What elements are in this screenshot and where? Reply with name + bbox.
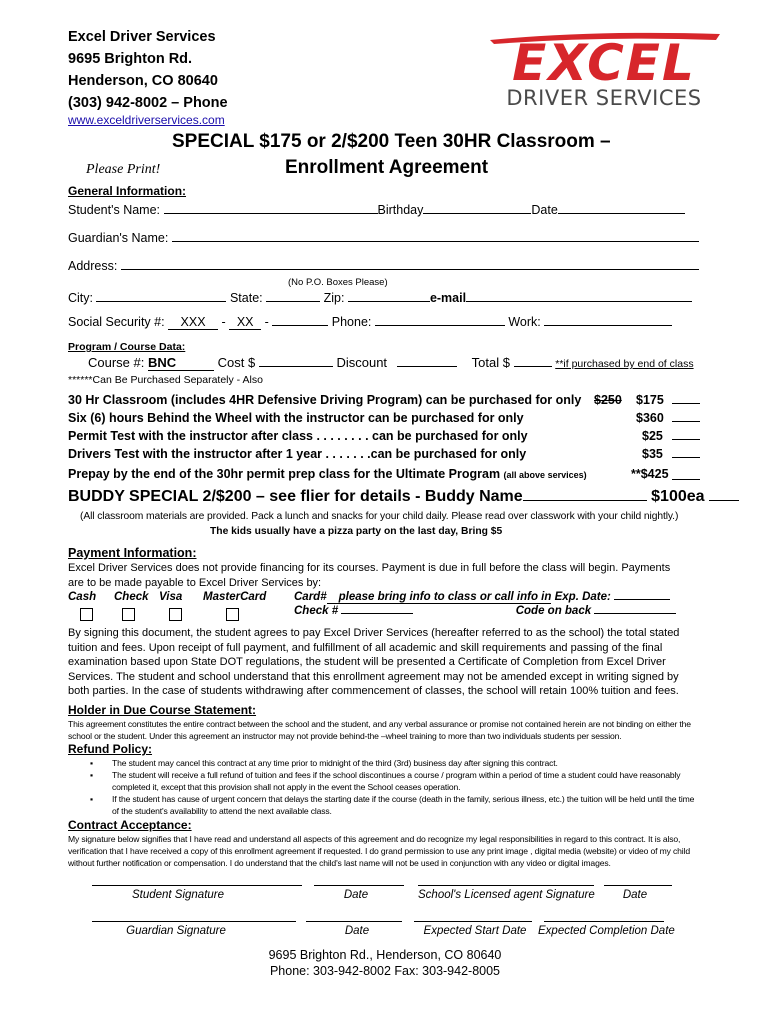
method-visa-label: Visa (159, 591, 183, 603)
course-field[interactable]: BNC (148, 355, 214, 371)
logo-main-text: EXCEL (512, 34, 696, 92)
birthday-field[interactable] (423, 213, 531, 214)
refund-item: ▪ If the student has cause of urgent concern that delays the starting date if the course (death in the family, serious illness, etc.) the tuition will be held until the time of the student's availability to attend the next available class. (90, 794, 695, 816)
email-label: e-mail (429, 291, 467, 305)
services-list (68, 391, 702, 463)
payment-agreement-text: By signing this document, the student agrees to pay Excel Driver Services (hereafter referred to as the school) the total stated tuition and fees. Upon receipt of full payment, and fulfillment of all academic and skill requirements and passing of the final examination based upon State DOT regulations, the student will be presented a Certificate of Completion from Excel Driver Services. The student and school understand that this enrollment agreement may not be amended except in writing signed by both parties. In the case of students withdrawing after commencement of classes, the school will retain 100% tuition and fees. (68, 627, 680, 697)
zip-label: Zip: (323, 291, 345, 305)
logo-sub-text: DRIVER SERVICES (506, 86, 702, 110)
signature-line-completion[interactable] (544, 921, 664, 922)
code-on-back-label: Code on back (515, 605, 592, 617)
address-field[interactable] (121, 269, 699, 270)
no-po-box-note: (No P.O. Boxes Please) (288, 277, 388, 288)
service-price: $35 (642, 447, 663, 461)
refund-item: ▪ The student will receive a full refund of tuition and fees if the school discontinues a course / program within a period of time a student could have reasonably completed it, except that this provision shall not apply in the event the School ceases operation. (90, 770, 681, 792)
old-price: $250 (594, 393, 622, 407)
company-name: Excel Driver Services (68, 29, 216, 45)
discount-label: Discount (336, 355, 388, 370)
city-label: City: (68, 291, 93, 305)
city-state-zip-row (68, 291, 692, 305)
signature-line-student[interactable] (92, 885, 302, 886)
date-label-3: Date (344, 925, 370, 937)
course-label: Course #: (88, 355, 145, 370)
company-street: 9695 Brighton Rd. (68, 51, 193, 67)
buddy-check-field[interactable] (709, 500, 739, 501)
company-logo (484, 28, 724, 112)
service-price: $25 (642, 429, 663, 443)
prepay-price: **$425 (631, 467, 669, 481)
student-name-row (68, 203, 685, 217)
prepay-row (68, 467, 702, 481)
contract-text: My signature below signifies that I have read and understand all aspects of this agreement and do recognize my legal responsibilities in regard to this contract. It is also, verification that I have received a copy of this enrollment agreement if requested. I do grand permission to use any print image , digital media (website) or video of my child without further notification or compensation. I do understand that the child's last name will not be used in conjunction with any video or digital images. (68, 834, 690, 868)
phone-label: Phone: (331, 315, 372, 329)
service-item (68, 409, 702, 427)
phone-field[interactable] (375, 325, 505, 326)
refund-heading: Refund Policy: (68, 742, 153, 756)
agent-signature-label: School's Licensed agent Signature (418, 889, 595, 901)
cash-checkbox[interactable] (80, 608, 93, 621)
purchase-note: **if purchased by end of class (555, 358, 694, 370)
discount-field[interactable] (397, 366, 457, 367)
zip-field[interactable] (348, 301, 430, 302)
check-row (294, 605, 676, 617)
student-name-field[interactable] (164, 213, 378, 214)
expected-completion-label: Expected Completion Date (538, 925, 675, 937)
service-check-field[interactable] (672, 457, 700, 458)
work-field[interactable] (544, 325, 672, 326)
separately-note: ******Can Be Purchased Separately - Also (68, 374, 263, 386)
student-signature-label: Student Signature (131, 889, 225, 901)
holder-text: This agreement constitutes the entire contract between the school and the student, and any verbal assurance or promise not contained herein are not binding on either the school or the student. Under this agreement an instructor may not provide behind-the –wheel training to more than two individuals students per session. (68, 719, 691, 741)
mastercard-checkbox[interactable] (226, 608, 239, 621)
ssn-field-2[interactable]: XX (229, 315, 261, 330)
buddy-price: $100ea (651, 488, 705, 505)
form-title-line1: SPECIAL $175 or 2/$200 Teen 30HR Classroom – (172, 131, 611, 152)
service-check-field[interactable] (672, 403, 700, 404)
pizza-note: The kids usually have a pizza party on the last day, Bring $5 (210, 526, 503, 537)
email-field[interactable] (466, 301, 692, 302)
service-price: $175 (636, 393, 664, 407)
general-info-heading: General Information: (68, 184, 187, 198)
holder-heading: Holder in Due Course Statement: (68, 703, 257, 717)
total-field[interactable] (514, 366, 552, 367)
service-check-field[interactable] (672, 439, 700, 440)
total-label: Total $ (471, 355, 510, 370)
prepay-text: Prepay by the end of the 30hr permit prep class for the Ultimate Program (68, 467, 501, 481)
company-phone: (303) 942-8002 – Phone (68, 95, 228, 111)
refund-list (90, 757, 700, 817)
ssn-field-3[interactable] (272, 325, 328, 326)
ssn-field-1[interactable]: XXX (168, 315, 218, 330)
refund-item: ▪ The student may cancel this contract at any time prior to midnight of the third (3rd) business day after signing this contract. (90, 758, 558, 768)
buddy-text: BUDDY SPECIAL 2/$200 – see flier for details - Buddy Name (68, 488, 523, 505)
company-city: Henderson, CO 80640 (68, 73, 218, 89)
signature-line-date1[interactable] (314, 885, 404, 886)
card-row (294, 591, 670, 604)
footer-address: 9695 Brighton Rd., Henderson, CO 80640 (268, 948, 502, 962)
birthday-label: Birthday (377, 203, 424, 217)
state-field[interactable] (266, 301, 320, 302)
signature-line-date3[interactable] (306, 921, 402, 922)
exp-date-field[interactable] (614, 599, 670, 600)
guardian-name-field[interactable] (172, 241, 699, 242)
work-label: Work: (508, 315, 541, 329)
address-row (68, 259, 699, 273)
expected-start-label: Expected Start Date (423, 925, 527, 937)
ssn-label: Social Security #: (68, 315, 165, 329)
buddy-row (68, 488, 739, 506)
guardian-signature-label: Guardian Signature (126, 925, 226, 937)
signature-line-guardian[interactable] (92, 921, 296, 922)
date-field[interactable] (558, 213, 685, 214)
state-label: State: (229, 291, 263, 305)
payment-text: Excel Driver Services does not provide financing for its courses. Payment is due in full before the class will begin. Payments are to be made payable to Excel Driver Services by: (68, 562, 671, 589)
service-check-field[interactable] (672, 421, 700, 422)
signature-line-start[interactable] (414, 921, 532, 922)
signature-line-date2[interactable] (604, 885, 672, 886)
service-text: 30 Hr Classroom (includes 4HR Defensive Driving Program) can be purchased for only (68, 393, 582, 407)
check-number-field[interactable] (341, 613, 413, 614)
program-heading: Program / Course Data: (68, 341, 186, 353)
student-name-label: Student's Name: (68, 203, 161, 217)
ssn-phone-row: Social Security #: XXX - XX - Phone: Work: (68, 315, 672, 330)
cost-label: Cost $ (217, 355, 256, 370)
service-item (68, 427, 702, 445)
buddy-name-field[interactable] (523, 500, 647, 501)
code-on-back-field[interactable] (594, 613, 676, 614)
service-item (68, 391, 702, 409)
method-check-label: Check (114, 591, 149, 603)
check-checkbox[interactable] (122, 608, 135, 621)
service-text: Drivers Test with the instructor after 1 year . . . . . . .can be purchased for only (68, 447, 527, 461)
materials-note: (All classroom materials are provided. Pack a lunch and snacks for your child daily. Please read over classwork with your child nightly.) (80, 511, 679, 522)
course-row (88, 355, 694, 371)
prepay-check-field[interactable] (672, 479, 700, 480)
method-mastercard-label: MasterCard (203, 591, 267, 603)
company-website-link[interactable]: www.exceldriverservices.com (68, 113, 225, 127)
address-label: Address: (68, 259, 118, 273)
card-note[interactable]: please bring info to class or call info in (327, 591, 552, 604)
service-item (68, 445, 702, 463)
payment-heading: Payment Information: (68, 546, 197, 560)
check-number-label: Check # (294, 605, 339, 617)
date-label-1: Date (343, 889, 369, 901)
method-cash-label: Cash (68, 591, 97, 603)
city-field[interactable] (96, 301, 226, 302)
contract-heading: Contract Acceptance: (68, 818, 192, 832)
card-label: Card# (294, 591, 327, 603)
service-price: $360 (636, 411, 664, 425)
please-print-note: Please Print! (86, 162, 161, 177)
guardian-name-label: Guardian's Name: (68, 231, 169, 245)
form-title-line2: Enrollment Agreement (285, 157, 489, 178)
service-text: Permit Test with the instructor after class . . . . . . . . can be purchased for only (68, 429, 528, 443)
exp-date-label: Exp. Date: (554, 591, 611, 603)
service-text: Six (6) hours Behind the Wheel with the instructor can be purchased for only (68, 411, 524, 425)
footer-phone-fax: Phone: 303-942-8002 Fax: 303-942-8005 (269, 964, 501, 978)
signature-line-agent[interactable] (418, 885, 594, 886)
date-label-2: Date (622, 889, 648, 901)
prepay-note: (all above services) (503, 470, 587, 480)
cost-field[interactable] (259, 366, 333, 367)
visa-checkbox[interactable] (169, 608, 182, 621)
company-header (68, 26, 228, 114)
guardian-name-row (68, 231, 699, 245)
date-label: Date (531, 203, 558, 217)
